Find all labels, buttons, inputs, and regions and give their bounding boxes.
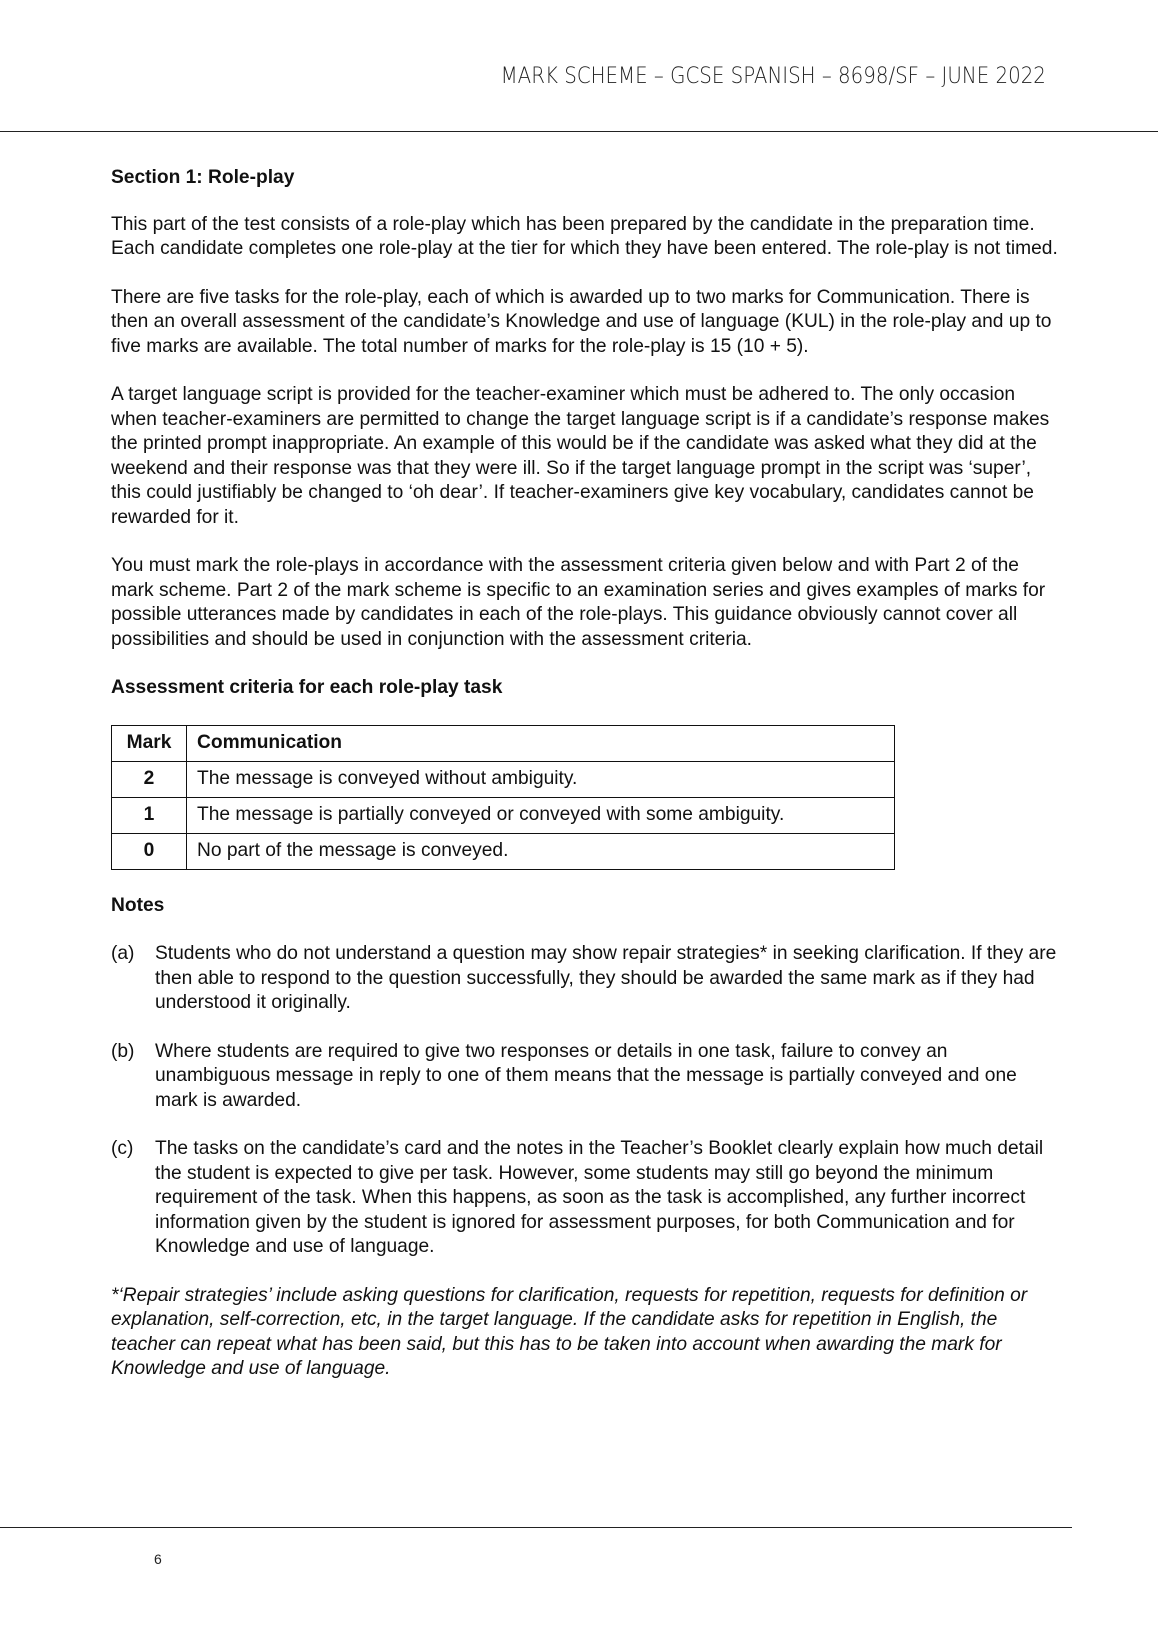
page-number: 6 <box>154 1551 162 1567</box>
note-label: (c) <box>111 1138 134 1159</box>
description-cell: The message is conveyed without ambiguity. <box>187 761 895 797</box>
mark-cell: 0 <box>112 833 187 869</box>
note-text: Where students are required to give two responses or details in one task, failure to convey an unambiguous message in reply to one of them means that the message is partially conveyed and one mark is awarded. <box>155 1040 1017 1111</box>
header-divider <box>0 131 1158 132</box>
note-item-a <box>111 942 1061 1016</box>
tasks-paragraph: There are five tasks for the role-play, each of which is awarded up to two marks for Communication. There is then an overall assessment of the candidate’s Knowledge and use of language (KUL) in the role-play and up to five marks are available. The total number of marks for the role-play is 15 (10 + 5). <box>111 286 1052 357</box>
notes-heading: Notes <box>111 894 165 916</box>
document-header-title: MARK SCHEME – GCSE SPANISH – 8698/SF – JUNE 2022 <box>500 64 1046 89</box>
marking-paragraph: You must mark the role-plays in accordance with the assessment criteria given below and with Part 2 of the mark scheme. Part 2 of the mark scheme is specific to an examination series and gives examples of marks for possible utterances made by candidates in each of the role-plays. This guidance obviously cannot cover all possibilities and should be used in conjunction with the assessment criteria. <box>111 555 1046 650</box>
table-row <box>112 761 895 797</box>
note-item-b <box>111 1040 1061 1114</box>
column-header-communication: Communication <box>187 725 895 761</box>
table-row <box>112 833 895 869</box>
description-cell: The message is partially conveyed or conveyed with some ambiguity. <box>187 797 895 833</box>
mark-cell: 1 <box>112 797 187 833</box>
footer-divider <box>0 1527 1072 1528</box>
document-body <box>111 166 1061 1382</box>
note-label: (a) <box>111 943 135 964</box>
note-item-c <box>111 1137 1061 1260</box>
repair-strategies-footnote: *‘Repair strategies’ include asking questions for clarification, requests for repetition, requests for definition or explanation, self-correction, etc, in the target language. If the candidate asks for repetition in English, the teacher can repeat what has been said, but this has to be taken into account when awarding the mark for Knowledge and use of language. <box>111 1284 1028 1379</box>
intro-paragraph: This part of the test consists of a role-play which has been prepared by the candidate in the preparation time. Each candidate completes one role-play at the tier for which they have been entered. The role-play is not timed. <box>111 213 1058 259</box>
note-label: (b) <box>111 1040 135 1062</box>
column-header-mark: Mark <box>112 725 187 761</box>
note-text: The tasks on the candidate’s card and the notes in the Teacher’s Booklet clearly explain how much detail the student is expected to give per task. However, some students may still go beyond the minimum requirement of the task. When this happens, as soon as the task is accomplished, any further incorrect information given by the student is ignored for assessment purposes, for both Communication and for Knowledge and use of language. <box>155 1138 1044 1257</box>
note-text: Students who do not understand a question may show repair strategies* in seeking clarification. If they are then able to respond to the question successfully, they should be awarded the same mark as if they had understood it originally. <box>155 943 1057 1013</box>
section-heading: Section 1: Role-play <box>111 167 295 188</box>
description-cell: No part of the message is conveyed. <box>187 833 895 869</box>
mark-cell: 2 <box>112 761 187 797</box>
assessment-criteria-table <box>111 725 895 870</box>
table-header-row <box>112 725 895 761</box>
criteria-heading: Assessment criteria for each role-play task <box>111 677 503 698</box>
table-row <box>112 797 895 833</box>
script-paragraph: A target language script is provided for the teacher-examiner which must be adhered to. The only occasion when teacher-examiners are permitted to change the target language script is if a candidate’s response makes the printed prompt inappropriate. An example of this would be if the candidate was asked what they did at the weekend and their response was that they were ill. So if the target language prompt in the script was ‘super’, this could justifiably be changed to ‘oh dear’. If teacher-examiners give key vocabulary, candidates cannot be rewarded for it. <box>111 384 1050 528</box>
